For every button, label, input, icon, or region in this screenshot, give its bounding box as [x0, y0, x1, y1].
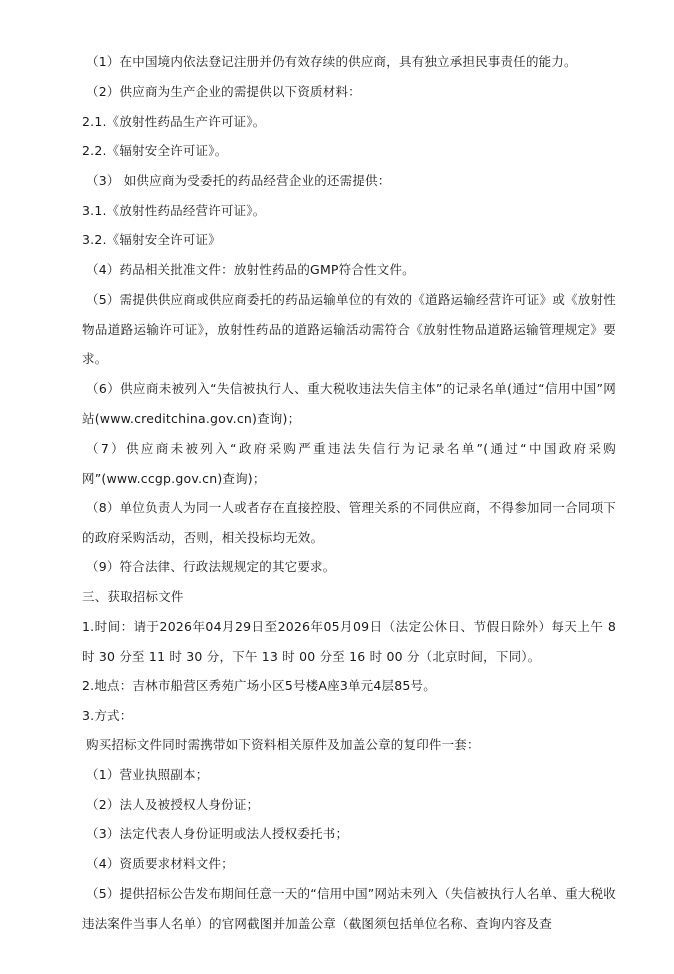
paragraph-1: （1）在中国境内依法登记注册并仍有效存续的供应商，具有独立承担民事责任的能力。: [86, 54, 577, 69]
section-heading: 三、获取招标文件: [82, 589, 184, 604]
paragraph-time: 1.时间：请于2026年04月29日至2026年05月09日（法定公休日、节假日除外）每天上午 8 时 30 分至 11 时 30 分，下午 13 时 00 分至 16 时 00 分（北京时间，下同）。: [82, 619, 616, 664]
paragraph-materials-intro: 购买招标文件同时需携带如下资料相关原件及加盖公章的复印件一套：: [86, 737, 480, 752]
paragraph-12: （8）单位负责人为同一人或者存在直接控股、管理关系的不同供应商，不得参加同一合同项下的政府采购活动，否则，相关投标均无效。: [82, 500, 616, 545]
paragraph-material-3: （3）法定代表人身份证明或法人授权委托书；: [86, 826, 349, 841]
paragraph-6: 3.1.《放射性药品经营许可证》。: [82, 203, 266, 218]
paragraph-4: 2.2.《辐射安全许可证》。: [82, 143, 228, 158]
paragraph-8: （4）药品相关批准文件：放射性药品的GMP符合性文件。: [86, 262, 415, 277]
paragraph-2: （2）供应商为生产企业的需提供以下资质材料：: [86, 84, 361, 99]
paragraph-3: 2.1.《放射性药品生产许可证》。: [82, 114, 266, 129]
paragraph-7: 3.2.《辐射安全许可证》: [82, 232, 221, 247]
paragraph-material-2: （2）法人及被授权人身份证；: [86, 797, 260, 812]
paragraph-material-4: （4）资质要求材料文件；: [86, 856, 234, 871]
paragraph-method: 3.方式：: [82, 708, 133, 723]
paragraph-location: 2.地点：吉林市船营区秀苑广场小区5号楼A座3单元4层85号。: [82, 678, 436, 693]
paragraph-9: （5）需提供供应商或供应商委托的药品运输单位的有效的《道路运输经营许可证》或《放射性物品道路运输许可证》，放射性药品的道路运输活动需符合《放射性物品道路运输管理规定》要求。: [82, 292, 616, 366]
paragraph-material-1: （1）营业执照副本；: [86, 767, 209, 782]
paragraph-10: （6）供应商未被列入“失信被执行人、重大税收违法失信主体”的记录名单(通过“信用中国”网站(www.creditchina.gov.cn)查询)；: [82, 381, 616, 426]
paragraph-13: （9）符合法律、行政法规规定的其它要求。: [86, 559, 336, 574]
paragraph-11: （7）供应商未被列入“政府采购严重违法失信行为记录名单”(通过“中国政府采购网”(www.ccgp.gov.cn)查询)；: [82, 441, 616, 486]
paragraph-material-5: （5）提供招标公告发布期间任意一天的“信用中国”网站未列入（失信被执行人名单、重大税收违法案件当事人名单）的官网截图并加盖公章（截图须包括单位名称、查询内容及查: [82, 886, 616, 931]
paragraph-5: （3） 如供应商为受委托的药品经营企业的还需提供：: [86, 173, 391, 188]
